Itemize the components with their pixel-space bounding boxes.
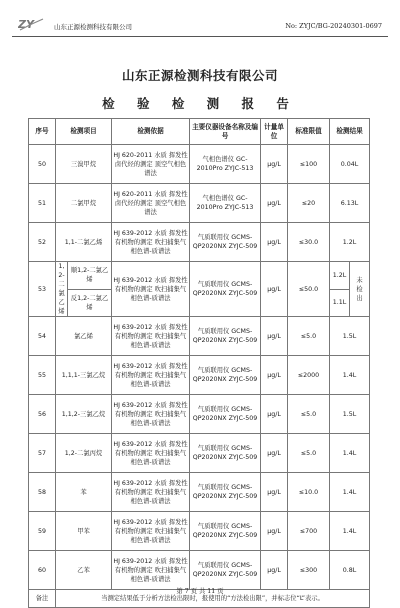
col-equipment: 主要仪器设备名称及编号 bbox=[190, 119, 261, 145]
row-seq: 59 bbox=[29, 512, 56, 551]
row-seq: 58 bbox=[29, 473, 56, 512]
remark-label: 备注 bbox=[29, 590, 56, 608]
row-seq: 55 bbox=[29, 356, 56, 395]
row-item-group-char: 2- bbox=[58, 272, 65, 279]
row-total-result-char: 出 bbox=[356, 294, 363, 302]
company-logo-icon bbox=[18, 16, 44, 32]
row-seq: 56 bbox=[29, 395, 56, 434]
row-total-result bbox=[350, 262, 370, 317]
results-table bbox=[28, 118, 370, 608]
row-item: 甲苯 bbox=[56, 512, 112, 551]
row-basis: HJ 639-2012 水质 挥发性有机物的测定 吹扫捕集气相色谱-质谱法 bbox=[112, 317, 190, 356]
row-equipment: 气质联用仪 GCMS-QP2020NX ZYJC-509 bbox=[190, 434, 261, 473]
row-equipment: 气质联用仪 GCMS-QP2020NX ZYJC-509 bbox=[190, 551, 261, 590]
table-row bbox=[29, 551, 370, 590]
report-title: 检 验 检 测 报 告 bbox=[102, 96, 298, 111]
row-equipment: 气质联用仪 GCMS-QP2020NX ZYJC-509 bbox=[190, 473, 261, 512]
row-item: 1,2-二氯丙烷 bbox=[56, 434, 112, 473]
row-seq: 53 bbox=[29, 262, 56, 317]
row-item-group bbox=[56, 262, 68, 317]
table-row bbox=[29, 434, 370, 473]
row-unit: μg/L bbox=[261, 184, 288, 223]
row-limit: ≤30.0 bbox=[288, 223, 330, 262]
row-unit: μg/L bbox=[261, 145, 288, 184]
row-result: 6.13L bbox=[330, 184, 370, 223]
row-item: 三溴甲烷 bbox=[56, 145, 112, 184]
row-limit: ≤2000 bbox=[288, 356, 330, 395]
row-unit: μg/L bbox=[261, 551, 288, 590]
row-seq: 54 bbox=[29, 317, 56, 356]
row-basis: HJ 620-2011 水质 挥发性卤代烃的测定 顶空气相色谱法 bbox=[112, 145, 190, 184]
row-result: 1.4L bbox=[330, 434, 370, 473]
row-equipment: 气质联用仪 GCMS-QP2020NX ZYJC-509 bbox=[190, 317, 261, 356]
row-unit: μg/L bbox=[261, 356, 288, 395]
row-seq: 52 bbox=[29, 223, 56, 262]
page-header bbox=[12, 6, 388, 37]
remark-text: 当测定结果低于分析方法检出限时，报使用的“方法检出限”，并标志位“L”表示。 bbox=[56, 590, 370, 608]
table-row bbox=[29, 356, 370, 395]
table-row bbox=[29, 145, 370, 184]
row-basis: HJ 639-2012 水质 挥发性有机物的测定 吹扫捕集气相色谱-质谱法 bbox=[112, 395, 190, 434]
row-basis: HJ 639-2012 水质 挥发性有机物的测定 吹扫捕集气相色谱-质谱法 bbox=[112, 512, 190, 551]
row-item-group-char: 乙 bbox=[58, 299, 65, 306]
row-item-group-char: 氯 bbox=[58, 290, 65, 297]
row-subresult: 1.1L bbox=[330, 289, 350, 317]
header-report-number: No: ZYJC/BG-20240301-0697 bbox=[285, 22, 382, 30]
row-unit: μg/L bbox=[261, 512, 288, 551]
row-equipment: 气质联用仪 GCMS-QP2020NX ZYJC-509 bbox=[190, 395, 261, 434]
row-limit: ≤300 bbox=[288, 551, 330, 590]
row-result: 1.4L bbox=[330, 473, 370, 512]
col-unit: 计量单位 bbox=[261, 119, 288, 145]
row-result: 1.5L bbox=[330, 317, 370, 356]
row-seq: 50 bbox=[29, 145, 56, 184]
col-basis: 检测依据 bbox=[112, 119, 190, 145]
row-item-group-char: 烯 bbox=[58, 308, 65, 315]
table-row bbox=[29, 395, 370, 434]
table-header-row bbox=[29, 119, 370, 145]
row-total-result-char: 未 bbox=[356, 276, 363, 284]
row-limit: ≤20 bbox=[288, 184, 330, 223]
row-subitem: 顺1,2-二氯乙烯 bbox=[68, 262, 112, 290]
row-result: 0.04L bbox=[330, 145, 370, 184]
row-limit: ≤100 bbox=[288, 145, 330, 184]
row-limit: ≤5.0 bbox=[288, 434, 330, 473]
row-result: 1.5L bbox=[330, 395, 370, 434]
row-item: 二氯甲烷 bbox=[56, 184, 112, 223]
row-item: 苯 bbox=[56, 473, 112, 512]
page-footer: 第 7 页 共 11 页 bbox=[176, 588, 224, 595]
row-unit: μg/L bbox=[261, 317, 288, 356]
row-unit: μg/L bbox=[261, 223, 288, 262]
svg-text:ZY: ZY bbox=[18, 18, 34, 31]
row-total-result-char: 检 bbox=[356, 285, 363, 293]
row-seq: 57 bbox=[29, 434, 56, 473]
row-item-group-char: 1, bbox=[58, 263, 65, 270]
row-subitem: 反1,2-二氯乙烯 bbox=[68, 289, 112, 317]
row-basis: HJ 639-2012 水质 挥发性有机物的测定 吹扫捕集气相色谱-质谱法 bbox=[112, 434, 190, 473]
row-basis: HJ 639-2012 水质 挥发性有机物的测定 吹扫捕集气相色谱-质谱法 bbox=[112, 223, 190, 262]
col-limit: 标准限值 bbox=[288, 119, 330, 145]
row-unit: μg/L bbox=[261, 473, 288, 512]
row-item: 1,1,1-三氯乙烷 bbox=[56, 356, 112, 395]
row-result: 0.8L bbox=[330, 551, 370, 590]
row-equipment: 气质联用仪 GCMS-QP2020NX ZYJC-509 bbox=[190, 223, 261, 262]
table-row bbox=[29, 262, 370, 290]
row-seq: 51 bbox=[29, 184, 56, 223]
table-row bbox=[29, 473, 370, 512]
table-row bbox=[29, 223, 370, 262]
col-result: 检测结果 bbox=[330, 119, 370, 145]
row-unit: μg/L bbox=[261, 434, 288, 473]
row-basis: HJ 620-2011 水质 挥发性卤代烃的测定 顶空气相色谱法 bbox=[112, 184, 190, 223]
col-seq: 序号 bbox=[29, 119, 56, 145]
row-equipment: 气质联用仪 GCMS-QP2020NX ZYJC-509 bbox=[190, 262, 261, 317]
row-basis: HJ 639-2012 水质 挥发性有机物的测定 吹扫捕集气相色谱-质谱法 bbox=[112, 551, 190, 590]
row-limit: ≤5.0 bbox=[288, 395, 330, 434]
row-item: 氯乙烯 bbox=[56, 317, 112, 356]
row-seq: 60 bbox=[29, 551, 56, 590]
company-title: 山东正源检测科技有限公司 bbox=[121, 68, 278, 83]
row-unit: μg/L bbox=[261, 262, 288, 317]
row-subresult: 1.2L bbox=[330, 262, 350, 290]
row-basis: HJ 639-2012 水质 挥发性有机物的测定 吹扫捕集气相色谱-质谱法 bbox=[112, 262, 190, 317]
row-equipment: 气质联用仪 GCMS-QP2020NX ZYJC-509 bbox=[190, 356, 261, 395]
row-limit: ≤50.0 bbox=[288, 262, 330, 317]
table-row bbox=[29, 317, 370, 356]
row-equipment: 气相色谱仪 GC-2010Pro ZYJC-513 bbox=[190, 184, 261, 223]
row-limit: ≤5.0 bbox=[288, 317, 330, 356]
row-basis: HJ 639-2012 水质 挥发性有机物的测定 吹扫捕集气相色谱-质谱法 bbox=[112, 473, 190, 512]
header-company-name: 山东正源检测科技有限公司 bbox=[54, 23, 132, 31]
row-limit: ≤700 bbox=[288, 512, 330, 551]
row-unit: μg/L bbox=[261, 395, 288, 434]
row-limit: ≤10.0 bbox=[288, 473, 330, 512]
row-item: 1,1,2-三氯乙烷 bbox=[56, 395, 112, 434]
table-row bbox=[29, 184, 370, 223]
row-item: 乙苯 bbox=[56, 551, 112, 590]
row-basis: HJ 639-2012 水质 挥发性有机物的测定 吹扫捕集气相色谱-质谱法 bbox=[112, 356, 190, 395]
row-result: 1.4L bbox=[330, 512, 370, 551]
table-row bbox=[29, 512, 370, 551]
row-item: 1,1-二氯乙烯 bbox=[56, 223, 112, 262]
row-result: 1.2L bbox=[330, 223, 370, 262]
row-item-group-char: 二 bbox=[58, 281, 65, 288]
row-equipment: 气相色谱仪 GC-2010Pro ZYJC-513 bbox=[190, 145, 261, 184]
row-equipment: 气质联用仪 GCMS-QP2020NX ZYJC-509 bbox=[190, 512, 261, 551]
row-result: 1.4L bbox=[330, 356, 370, 395]
col-item: 检测项目 bbox=[56, 119, 112, 145]
